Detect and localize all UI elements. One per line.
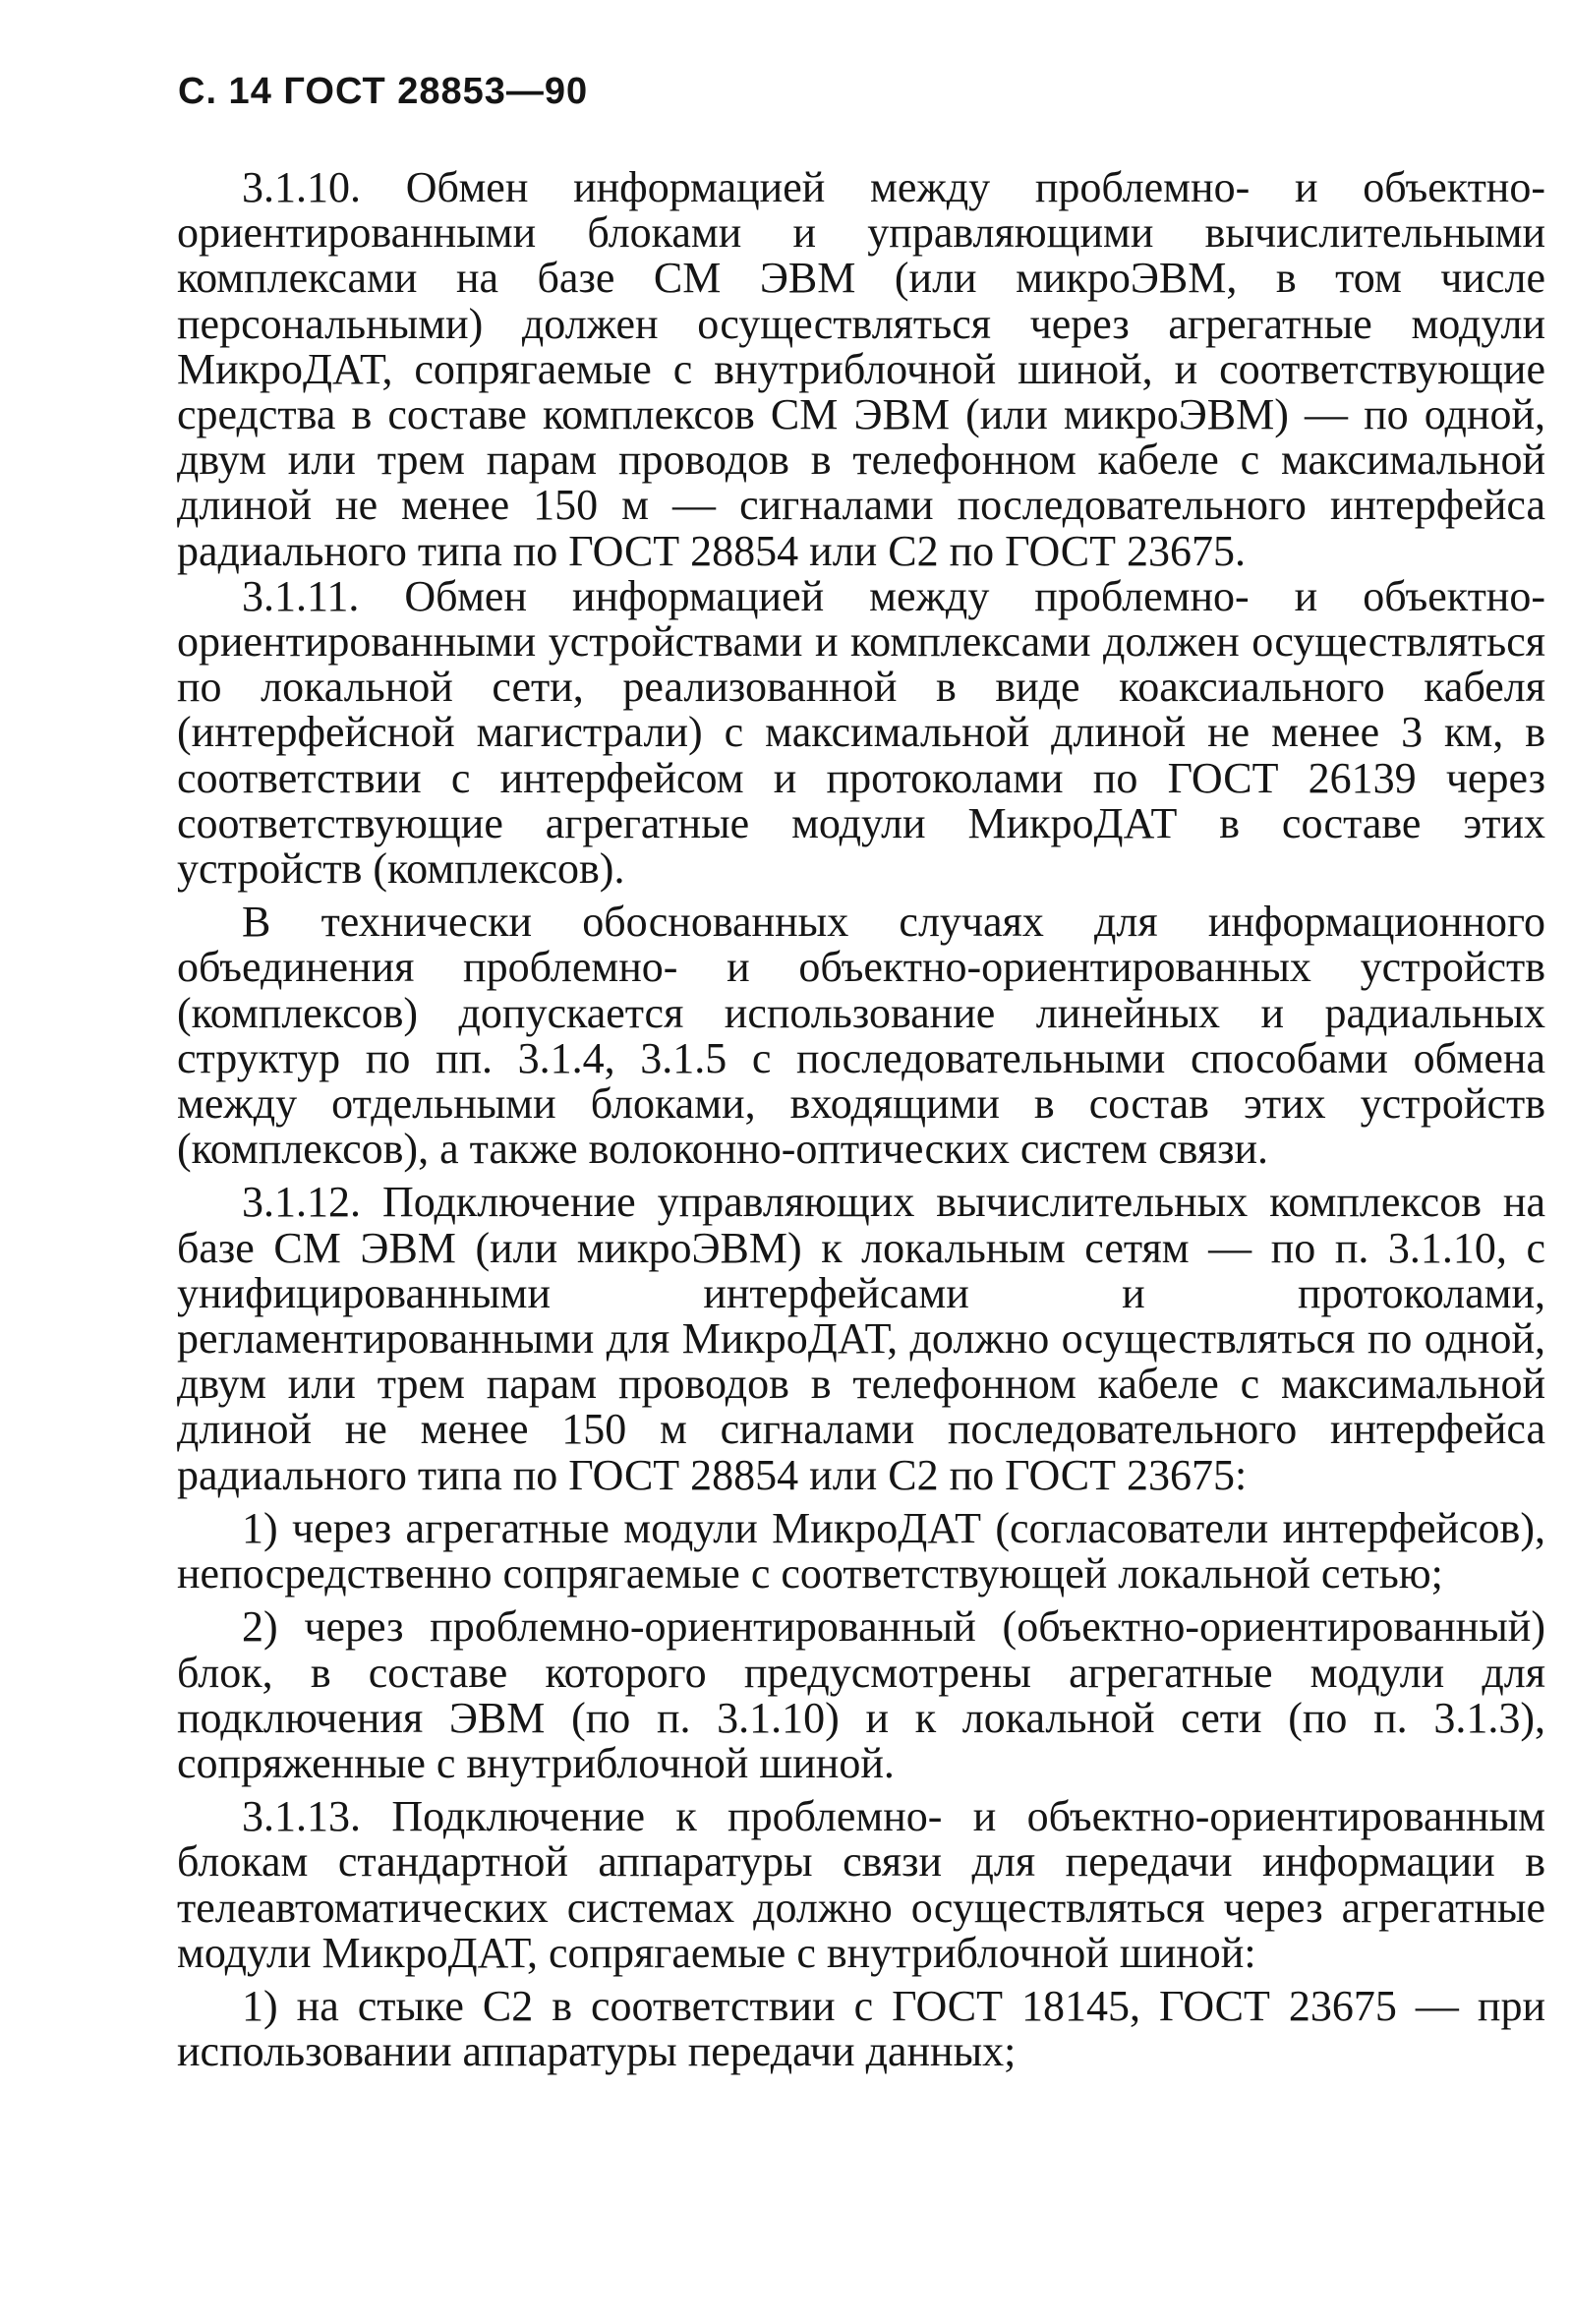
paragraph-technically-justified: В технически обоснованных случаях для информационного объединения проблемно- и объектно-ориентированных устройств (комплексов) допускается использование линейных и радиальных структур по пп. 3.1.4, 3.1.5 с последовательными способами обмена между отдельными блоками, входящими в состав этих устройств (комплексов), а также волоконно-оптических систем связи. xyxy=(177,898,1545,1174)
list-item-1-via-modules: 1) через агрегатные модули МикроДАТ (согласователи интерфейсов), непосредственно сопрягаемые с соответствующей локальной сетью; xyxy=(177,1503,1545,1598)
document-body xyxy=(177,165,1545,2074)
paragraph-3-1-13: 3.1.13. Подключение к проблемно- и объектно-ориентированным блокам стандартной аппаратуры связи для передачи информации в телеавтоматических системах должно осуществляться через агрегатные модули МикроДАТ, сопрягаемые с внутриблочной шиной: xyxy=(177,1792,1545,1977)
list-item-1-c2-interface: 1) на стыке С2 в соответствии с ГОСТ 18145, ГОСТ 23675 — при использовании аппаратуры передачи данных; xyxy=(177,1981,1545,2076)
paragraph-3-1-11: 3.1.11. Обмен информацией между проблемно- и объектно-ориентированными устройствами и комплексами должен осуществляться по локальной сети, реализованной в виде коаксиального кабеля (интерфейсной магистрали) с максимальной длиной не менее 3 км, в соответствии с интерфейсом и протоколами по ГОСТ 26139 через соответствующие агрегатные модули МикроДАТ в составе этих устройств (комплексов). xyxy=(177,571,1545,894)
paragraph-3-1-10: 3.1.10. Обмен информацией между проблемно- и объектно-ориентированными блоками и управляющими вычислительными комплексами на базе СМ ЭВМ (или микроЭВМ, в том числе персональными) должен осуществляться через агрегатные модули МикроДАТ, сопрягаемые с внутриблочной шиной, и соответствующие средства в составе комплексов СМ ЭВМ (или микроЭВМ) — по одной, двум или трем парам проводов в телефонном кабеле с максимальной длиной не менее 150 м — сигналами последовательного интерфейса радиального типа по ГОСТ 28854 или С2 по ГОСТ 23675. xyxy=(177,163,1545,575)
paragraph-3-1-12: 3.1.12. Подключение управляющих вычислительных комплексов на базе СМ ЭВМ (или микроЭВМ) к локальным сетям — по п. 3.1.10, с унифицированными интерфейсами и протоколами, регламентированными для МикроДАТ, должно осуществляться по одной, двум или трем парам проводов в телефонном кабеле с максимальной длиной не менее 150 м сигналами последовательного интерфейса радиального типа по ГОСТ 28854 или С2 по ГОСТ 23675: xyxy=(177,1178,1545,1499)
list-item-2-via-block: 2) через проблемно-ориентированный (объектно-ориентированный) блок, в составе которого предусмотрены агрегатные модули для подключения ЭВМ (по п. 3.1.10) и к локальной сети (по п. 3.1.3), сопряженные с внутриблочной шиной. xyxy=(177,1602,1545,1787)
page-header: С. 14 ГОСТ 28853—90 xyxy=(178,71,589,112)
